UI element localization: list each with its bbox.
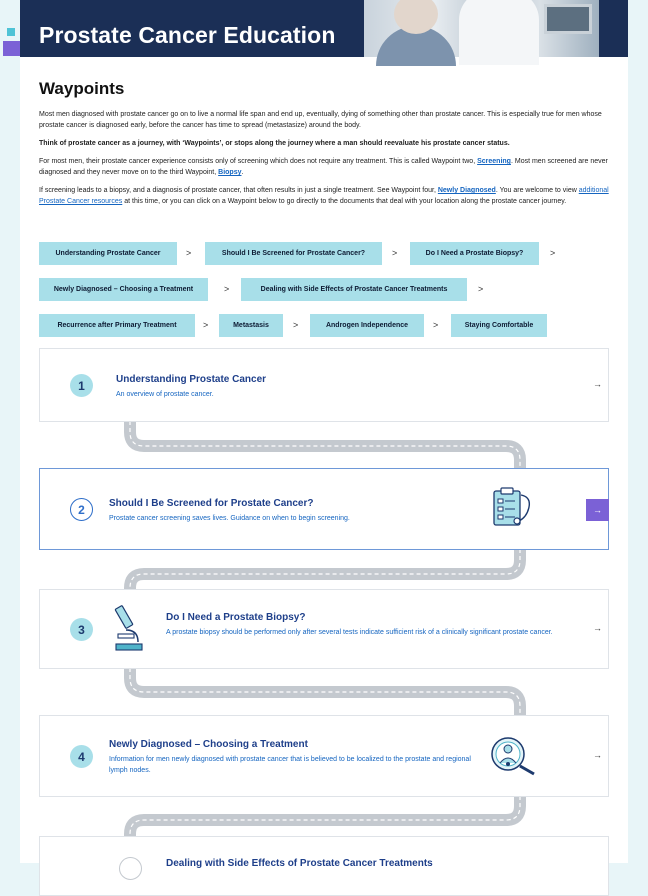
waypoint-description: A prostate biopsy should be performed only after several tests indicate sufficient risk of a clinically significant prostate cancer. — [166, 629, 553, 636]
arrow-right-icon[interactable]: → — [593, 379, 602, 389]
nav-staying-comfortable[interactable]: Staying Comfortable — [451, 314, 547, 337]
nav-understanding[interactable]: Understanding Prostate Cancer — [39, 242, 177, 265]
decor-square-purple — [3, 41, 20, 56]
intro-paragraph-2: Think of prostate cancer as a journey, with ‘Waypoints’, or stops along the journey where a man should reevaluate his prostate cancer status. — [39, 140, 510, 147]
resources-link[interactable]: additional Prostate Cancer resources — [39, 187, 609, 205]
newly-diagnosed-link[interactable]: Newly Diagnosed — [437, 187, 496, 194]
nav-arrow-icon: > — [293, 320, 299, 330]
waypoint-card-1[interactable] — [39, 348, 609, 422]
page-title: Prostate Cancer Education — [39, 22, 336, 48]
intro-paragraph-3: For most men, their prostate cancer experience consists only of screening which does not require any treatment. This is called Waypoint two, Screening. Most men screened are never diagnosed and they never move on to the third Waypoint, Biopsy. — [39, 158, 608, 176]
nav-biopsy[interactable]: Do I Need a Prostate Biopsy? — [410, 242, 539, 265]
waypoint-description: Prostate cancer screening saves lives. Guidance on when to begin screening. — [109, 515, 350, 522]
waypoint-title[interactable]: Should I Be Screened for Prostate Cancer? — [109, 498, 314, 509]
waypoint-number: 2 — [70, 498, 93, 521]
nav-arrow-icon: > — [224, 284, 230, 294]
waypoint-card-5[interactable] — [39, 836, 609, 896]
waypoint-card-2[interactable] — [39, 468, 609, 550]
waypoint-number: 1 — [70, 374, 93, 397]
nav-side-effects[interactable]: Dealing with Side Effects of Prostate Cancer Treatments — [241, 278, 467, 301]
nav-screening[interactable]: Should I Be Screened for Prostate Cancer? — [205, 242, 382, 265]
waypoint-title[interactable]: Understanding Prostate Cancer — [116, 374, 267, 385]
waypoint-card-4[interactable] — [39, 715, 609, 797]
waypoint-number: 3 — [70, 618, 93, 641]
nav-androgen[interactable]: Androgen Independence — [310, 314, 424, 337]
biopsy-link[interactable]: Biopsy — [218, 169, 242, 176]
page-container — [20, 0, 628, 869]
nav-arrow-icon: > — [186, 248, 192, 258]
clipboard-stethoscope-icon — [491, 487, 537, 531]
nav-arrow-icon: > — [550, 248, 556, 258]
waypoint-number: 4 — [70, 745, 93, 768]
waypoint-description: Information for men newly diagnosed with prostate cancer that is believed to be localized to the prostate and regional lymph nodes. — [109, 756, 471, 774]
nav-arrow-icon: > — [203, 320, 209, 330]
waypoint-description: An overview of prostate cancer. — [116, 391, 214, 398]
section-heading: Waypoints — [39, 79, 125, 98]
nav-metastasis[interactable]: Metastasis — [219, 314, 283, 337]
arrow-right-icon[interactable]: → — [586, 499, 609, 521]
waypoint-icon-placeholder — [119, 857, 142, 880]
nav-arrow-icon: > — [478, 284, 484, 294]
magnifier-person-icon — [488, 734, 538, 778]
intro-paragraph-4: If screening leads to a biopsy, and a diagnosis of prostate cancer, that often results in just a single treatment. See Waypoint four, Newly Diagnosed. You are welcome to view additional Prostate Cancer resources at this time, or you can click on a Waypoint below to go directly to the documents that deal with your location along the prostate cancer journey. — [39, 187, 609, 205]
microscope-icon — [112, 604, 152, 654]
arrow-right-icon[interactable]: → — [593, 750, 602, 760]
intro-paragraph-1: Most men diagnosed with prostate cancer go on to live a normal life span and end up, eventually, dying of something other than prostate cancer. This is especially true for men whose prostate cancer is diagnosed early, before the cancer has time to spread (metastasize) around the body. — [39, 111, 602, 129]
nav-arrow-icon: > — [392, 248, 398, 258]
nav-recurrence[interactable]: Recurrence after Primary Treatment — [39, 314, 195, 337]
decor-square-small — [7, 28, 15, 36]
waypoint-card-3[interactable] — [39, 589, 609, 669]
arrow-right-icon[interactable]: → — [593, 623, 602, 633]
waypoint-title[interactable]: Newly Diagnosed – Choosing a Treatment — [109, 739, 308, 750]
screening-link[interactable]: Screening — [477, 158, 511, 165]
waypoint-title[interactable]: Dealing with Side Effects of Prostate Cancer Treatments — [166, 858, 433, 869]
nav-arrow-icon: > — [433, 320, 439, 330]
waypoint-title[interactable]: Do I Need a Prostate Biopsy? — [166, 612, 306, 623]
nav-newly-diagnosed[interactable]: Newly Diagnosed – Choosing a Treatment — [39, 278, 208, 301]
